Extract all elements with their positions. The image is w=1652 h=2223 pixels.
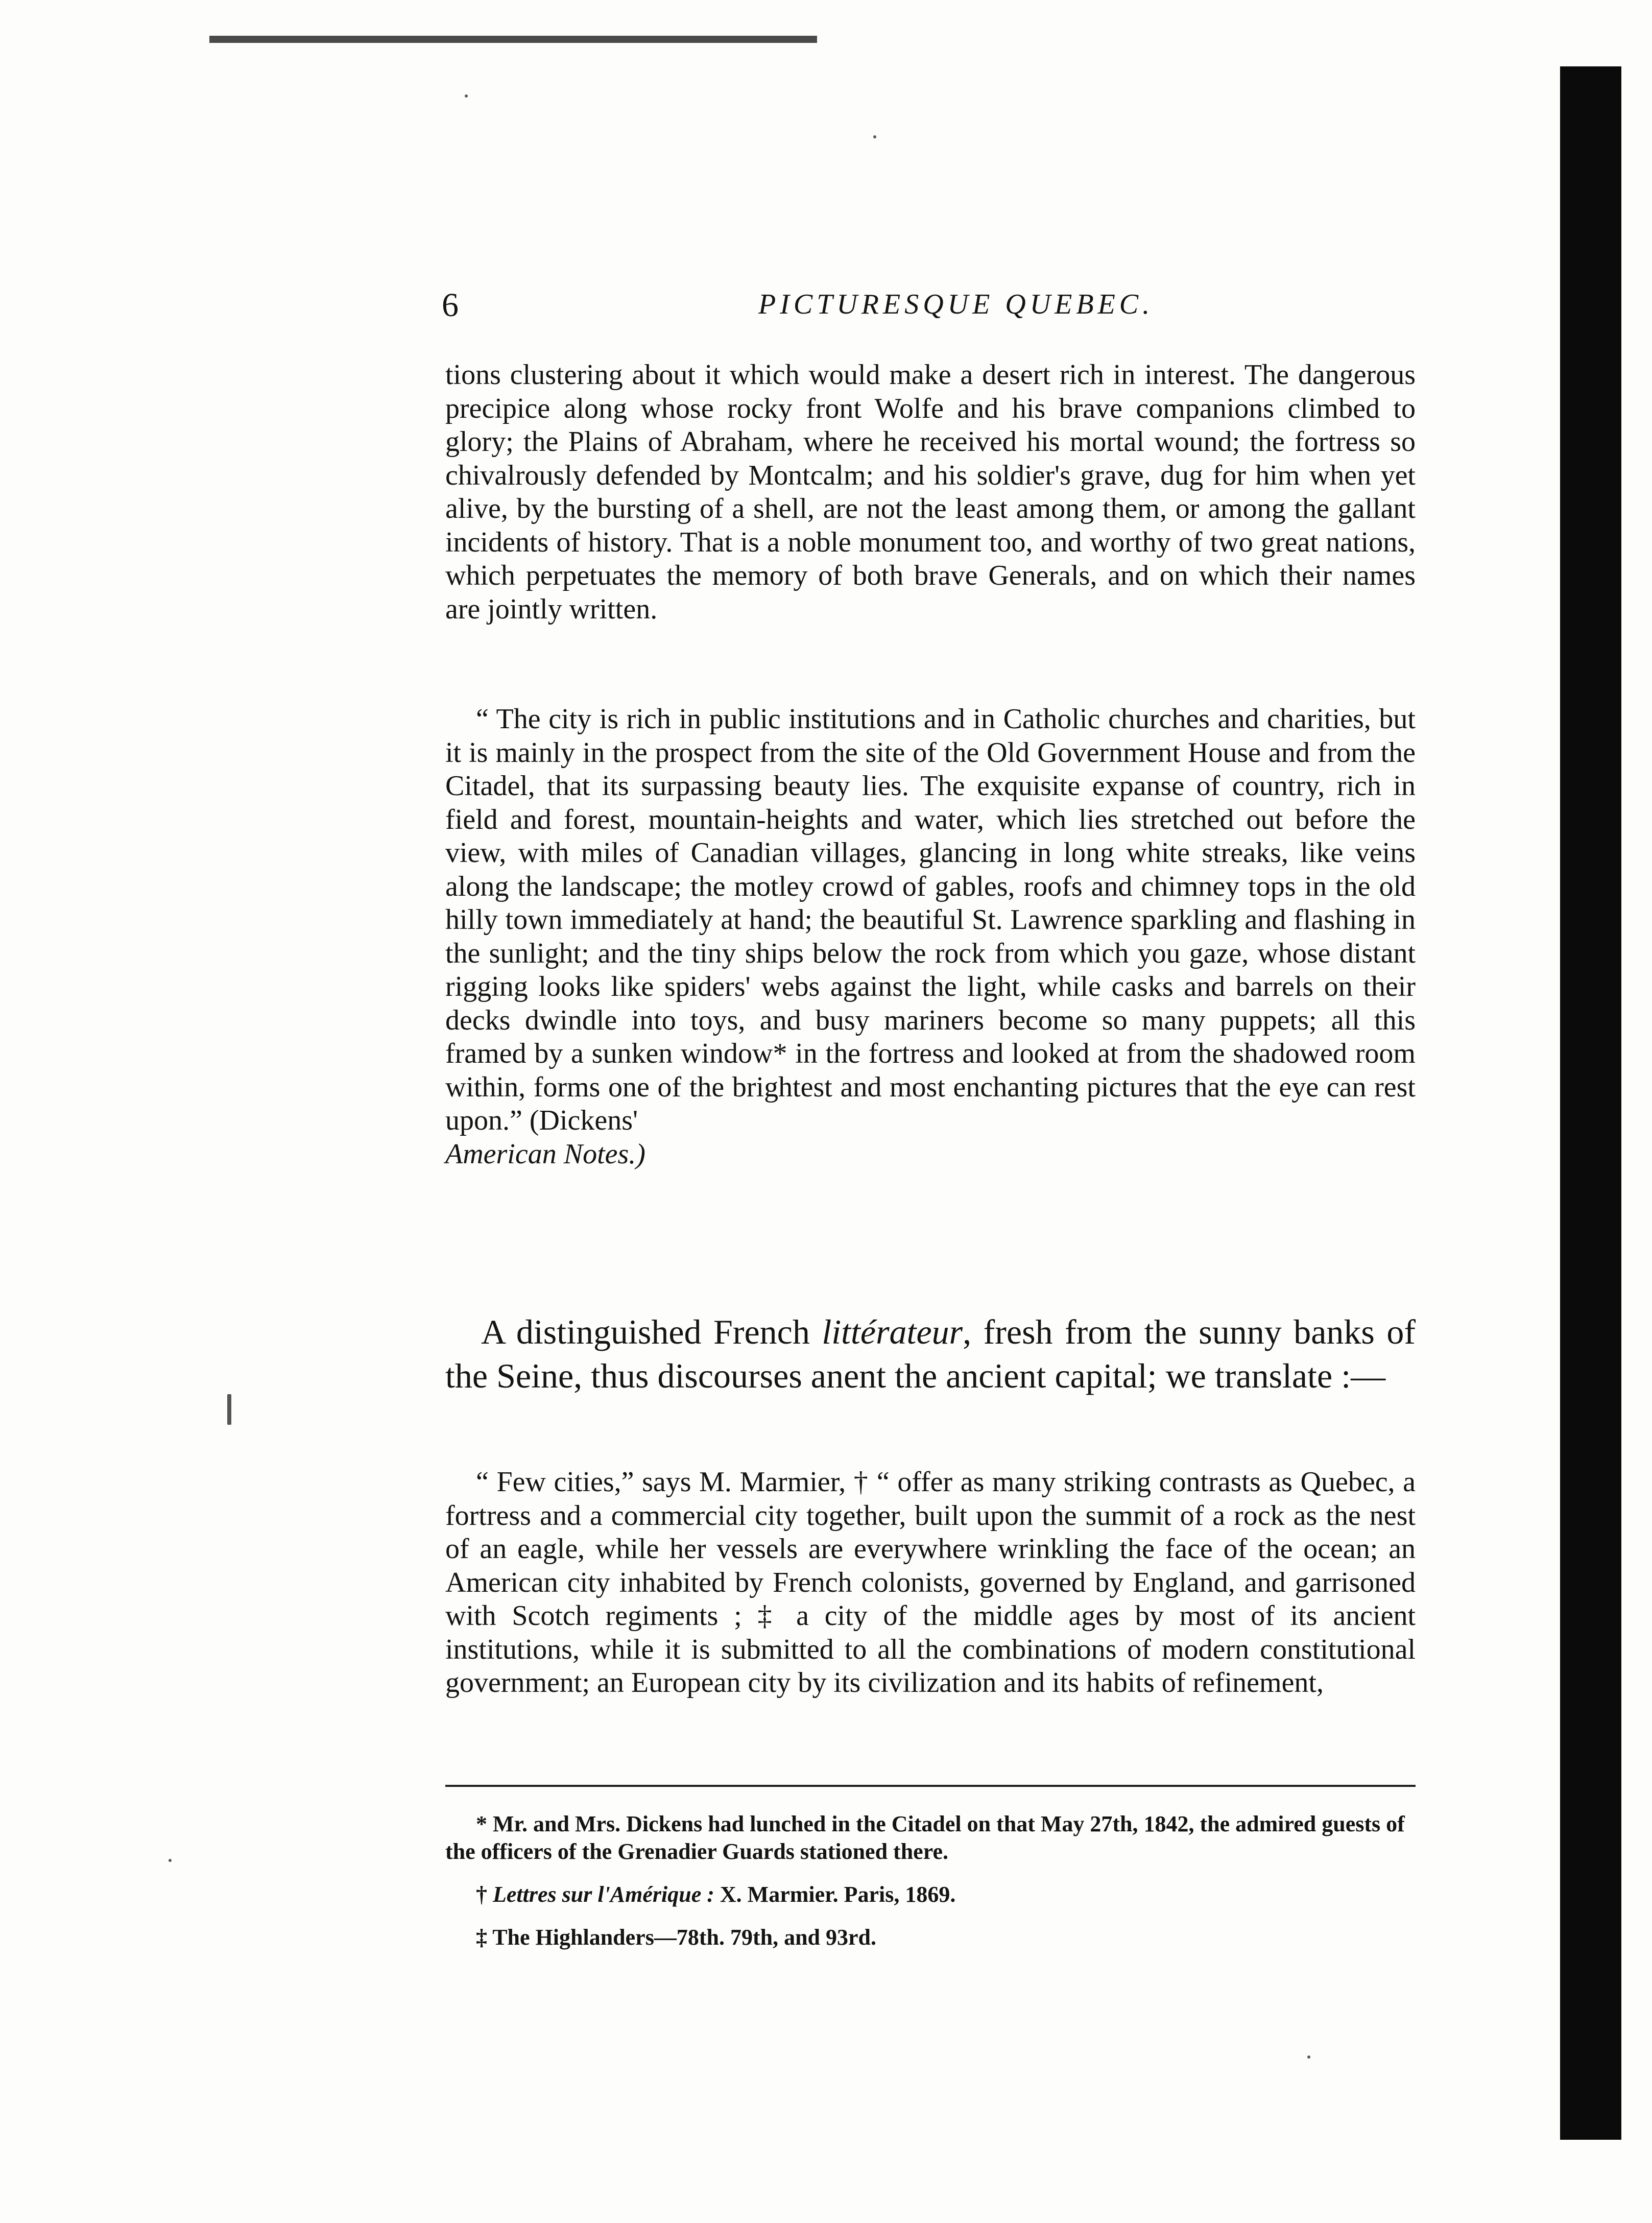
page-header [442,286,1438,332]
section-intro [445,1310,1416,1398]
top-scan-rule [209,36,817,43]
scan-speck [1307,2055,1310,2059]
footnote-dagger-rest: X. Marmier. Paris, 1869. [714,1882,956,1907]
page-number: 6 [442,286,459,324]
scan-binding-edge [1560,66,1621,2140]
intro-text-end: , fresh from the sunny banks of the Seine, thus discourses anent the ancient capital; we translate :— [445,1312,1416,1395]
scan-speck [465,94,468,98]
footnote-double-dagger: ‡ The Highlanders—78th. 79th, and 93rd. [476,1925,877,1950]
quote-source: American Notes.) [445,1138,645,1170]
scan-speck [169,1859,172,1862]
running-head: PICTURESQUE QUEBEC. [758,289,1154,320]
footnote-dagger-title: Lettres sur l'Amérique : [493,1882,714,1907]
marmier-quote-text: “ Few cities,” says M. Marmier, † “ offer as many striking contrasts as Quebec, a fortress and a commercial city together, built upon the summit of a rock as the nest of an eagle, while her vessels are everywhere wrinkling the face of the ocean; an American city inhabited by French colonists, governed by England, and garrisoned with Scotch regiments ; ‡ a city of the middle ages by most of its ancient institutions, while it is submitted to all the combinations of modern constitutional government; an European city by its civilization and its habits of refinement, [445,1466,1416,1699]
scan-speck [227,1394,231,1425]
paragraph-continuation [445,358,1416,626]
footnote-dagger [445,1881,1416,1908]
footnote-divider [445,1785,1416,1787]
footnote-dagger-mark: † [476,1882,493,1907]
scan-speck [873,135,876,138]
marmier-quote [445,1466,1416,1700]
intro-italic-term: littérateur [822,1312,963,1351]
intro-text-start: A distinguished French [481,1312,822,1351]
quote-text: “ The city is rich in public institutions and in Catholic churches and charities, but it is mainly in the prospect from the site of the Old Government House and from the Citadel, that its surpassing beauty lies. The exquisite expanse of country, rich in field and forest, mountain-heights and water, which lies stretched out before the view, with miles of Canadian villages, glancing in long white streaks, like veins along the landscape; the motley crowd of gables, roofs and chimney tops in the old hilly town immediately at hand; the beautiful St. Lawrence sparkling and flashing in the sunlight; and the tiny ships below the rock from which you gaze, whose distant rigging looks like spiders' webs against the light, while casks and barrels on their decks dwindle into toys, and busy mariners become so many puppets; all this framed by a sunken window* in the fortress and looked at from the shadowed room within, forms one of the brightest and most enchanting pictures that the eye can rest upon.” (Dickens' [445,703,1416,1136]
paragraph-text: tions clustering about it which would make a desert rich in interest. The dangerous precipice along whose rocky front Wolfe and his brave companions climbed to glory; the Plains of Abraham, where he received his mortal wound; the fortress so chivalrously defended by Montcalm; and his soldier's grave, dug for him when yet alive, by the bursting of a shell, are not the least among them, or among the gallant incidents of history. That is a noble monument too, and worthy of two great nations, which perpetuates the memory of both brave Generals, and on which their names are jointly written. [445,359,1416,625]
footnotes [445,1810,1416,1967]
dickens-quote [445,703,1416,1171]
footnote-asterisk: * Mr. and Mrs. Dickens had lunched in the Citadel on that May 27th, 1842, the admired guests of the officers of the Grenadier Guards stationed there. [445,1811,1405,1864]
